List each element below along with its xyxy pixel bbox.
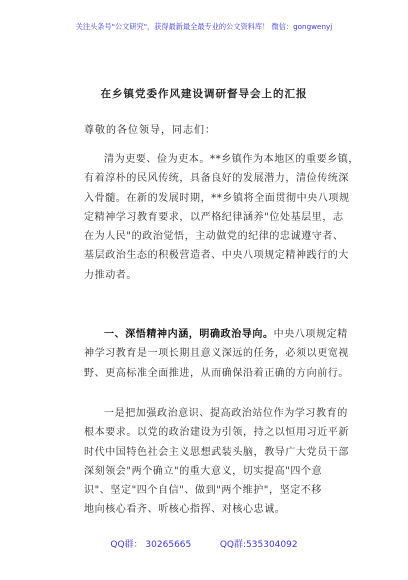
paragraph-line: 神学习教育是一项长期且意义深远的任务，必须以更宽视 [84,348,349,360]
paragraph-line: 有着淳朴的民风传统，具备良好的发展潜力，清俭传统深 [84,173,349,185]
paragraph-line: 一是把加强政治意识、提高政治站位作为学习教育的 [104,408,348,419]
paragraph-line: 深刻领会"两个确立"的重大意义，切实提高"四个意 [84,465,323,477]
paragraph-line: 识"、坚定"四个自信"、做到"两个维护"，坚定不移 [84,485,322,497]
paragraph-line: 清为吏要、俭为吏本。**乡镇作为本地区的重要乡镇， [104,154,359,165]
document-title: 在乡镇党委作风建设调研督导会上的汇报 [100,88,308,100]
section-heading: 一、深悟精神内涵，明确政治导向。 [104,329,274,340]
paragraph-line: 入骨髓。在新的发展时期，**乡镇将全面贯彻中央八项规 [84,192,350,204]
paragraph-line: 地向核心看齐、听核心指挥、对核心忠诚。 [84,504,286,516]
paragraph-line: 根本要求。以党的政治建设为引领，持之以恒用习近平新 [84,427,349,439]
section-heading-continuation: 中央八项规定精 [273,329,348,340]
header-promo-note: 关注头条号"公文研究"，获得最新最全最专业的公文资料库！ 微信：gongwenyj [75,22,333,31]
paragraph-line: 定精神学习教育要求，以严格纪律涵养"位处基层里，志 [84,211,344,223]
paragraph-line [84,325,348,344]
paragraph-line: 野、更高标准全面推进，从而确保沿着正确的方向前行。 [84,367,349,379]
footer-qq-groups: QQ群： 30265665 QQ群:535304092 [110,540,298,550]
paragraph-line: 时代中国特色社会主义思想武装头脑，教导广大党员干部 [84,446,349,458]
paragraph-line: 力推动者。 [84,269,137,281]
paragraph-section-one [84,325,349,383]
paragraph-line: 在为人民"的政治觉悟，主动做党的纪律的忠诚遵守者、 [84,231,344,243]
paragraph-line: 基层政治生态的积极营造者、中央八项规定精神践行的大 [84,250,349,262]
paragraph-point-one [84,404,349,520]
salutation: 尊敬的各位领导，同志们： [84,125,216,136]
paragraph-intro [84,150,359,285]
